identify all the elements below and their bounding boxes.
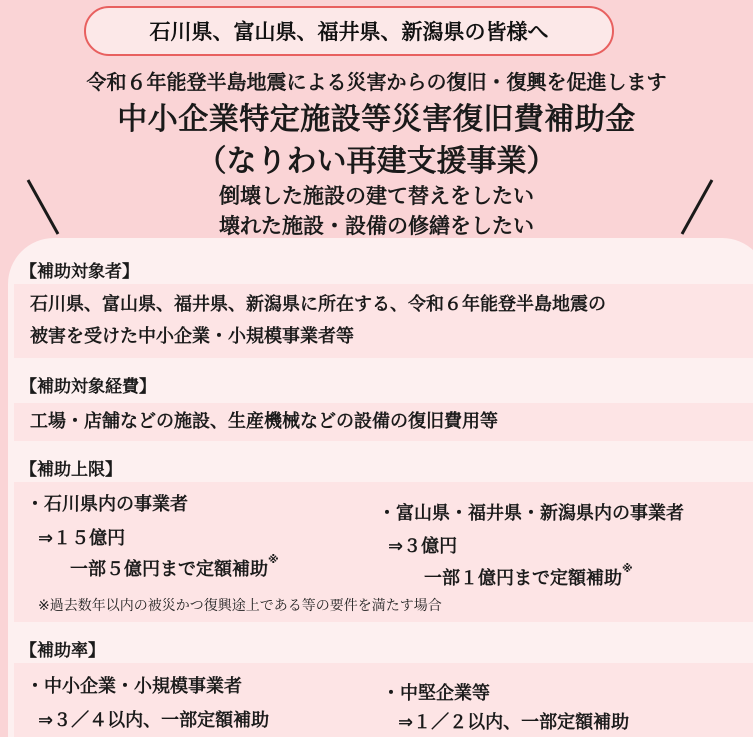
audience-text: 石川県、富山県、福井県、新潟県の皆様へ bbox=[149, 20, 549, 44]
limit-right-amount: ⇒３億円 bbox=[388, 536, 458, 557]
limit-right-detail-row bbox=[424, 564, 633, 590]
want-repair: 壊れた施設・設備の修繕をしたい bbox=[219, 214, 534, 238]
limit-right-title: ・富山県・福井県・新潟県内の事業者 bbox=[378, 503, 684, 524]
limit-note: ※過去数年以内の被災かつ復興途上である等の要件を満たす場合 bbox=[38, 598, 442, 614]
limit-left-detail-row bbox=[70, 555, 279, 581]
rate-label: 【補助率】 bbox=[20, 641, 105, 661]
limit-right-detail: 一部１億円まで定額補助 bbox=[424, 568, 622, 589]
limit-left-title: ・石川県内の事業者 bbox=[26, 494, 188, 515]
limit-label: 【補助上限】 bbox=[20, 460, 122, 480]
rate-left-value: ⇒３／４以内、一部定額補助 bbox=[38, 710, 270, 731]
want-rebuild: 倒壊した施設の建て替えをしたい bbox=[219, 184, 534, 208]
rate-right-value: ⇒１／２以内、一部定額補助 bbox=[398, 712, 630, 733]
target-label: 【補助対象者】 bbox=[20, 262, 139, 282]
target-line1: 石川県、富山県、福井県、新潟県に所在する、令和６年能登半島地震の bbox=[30, 294, 606, 315]
subtitle: 令和６年能登半島地震による災害からの復旧・復興を促進します bbox=[86, 70, 667, 94]
page-title-sub: （なりわい再建支援事業） bbox=[196, 144, 557, 179]
page-title: 中小企業特定施設等災害復旧費補助金 bbox=[117, 102, 636, 137]
rate-right-title: ・中堅企業等 bbox=[382, 683, 490, 704]
target-line2: 被害を受けた中小企業・小規模事業者等 bbox=[30, 326, 354, 347]
limit-left-amount: ⇒１５億円 bbox=[38, 528, 126, 549]
target-box bbox=[14, 284, 753, 358]
expenses-label: 【補助対象経費】 bbox=[20, 377, 156, 397]
limit-left-mark: ※ bbox=[268, 553, 279, 566]
limit-right-mark: ※ bbox=[622, 562, 633, 575]
expenses-text: 工場・店舗などの施設、生産機械などの設備の復旧費用等 bbox=[30, 411, 498, 432]
rate-left-title: ・中小企業・小規模事業者 bbox=[26, 676, 242, 697]
limit-left-detail: 一部５億円まで定額補助 bbox=[70, 559, 268, 580]
expenses-box bbox=[14, 403, 753, 441]
